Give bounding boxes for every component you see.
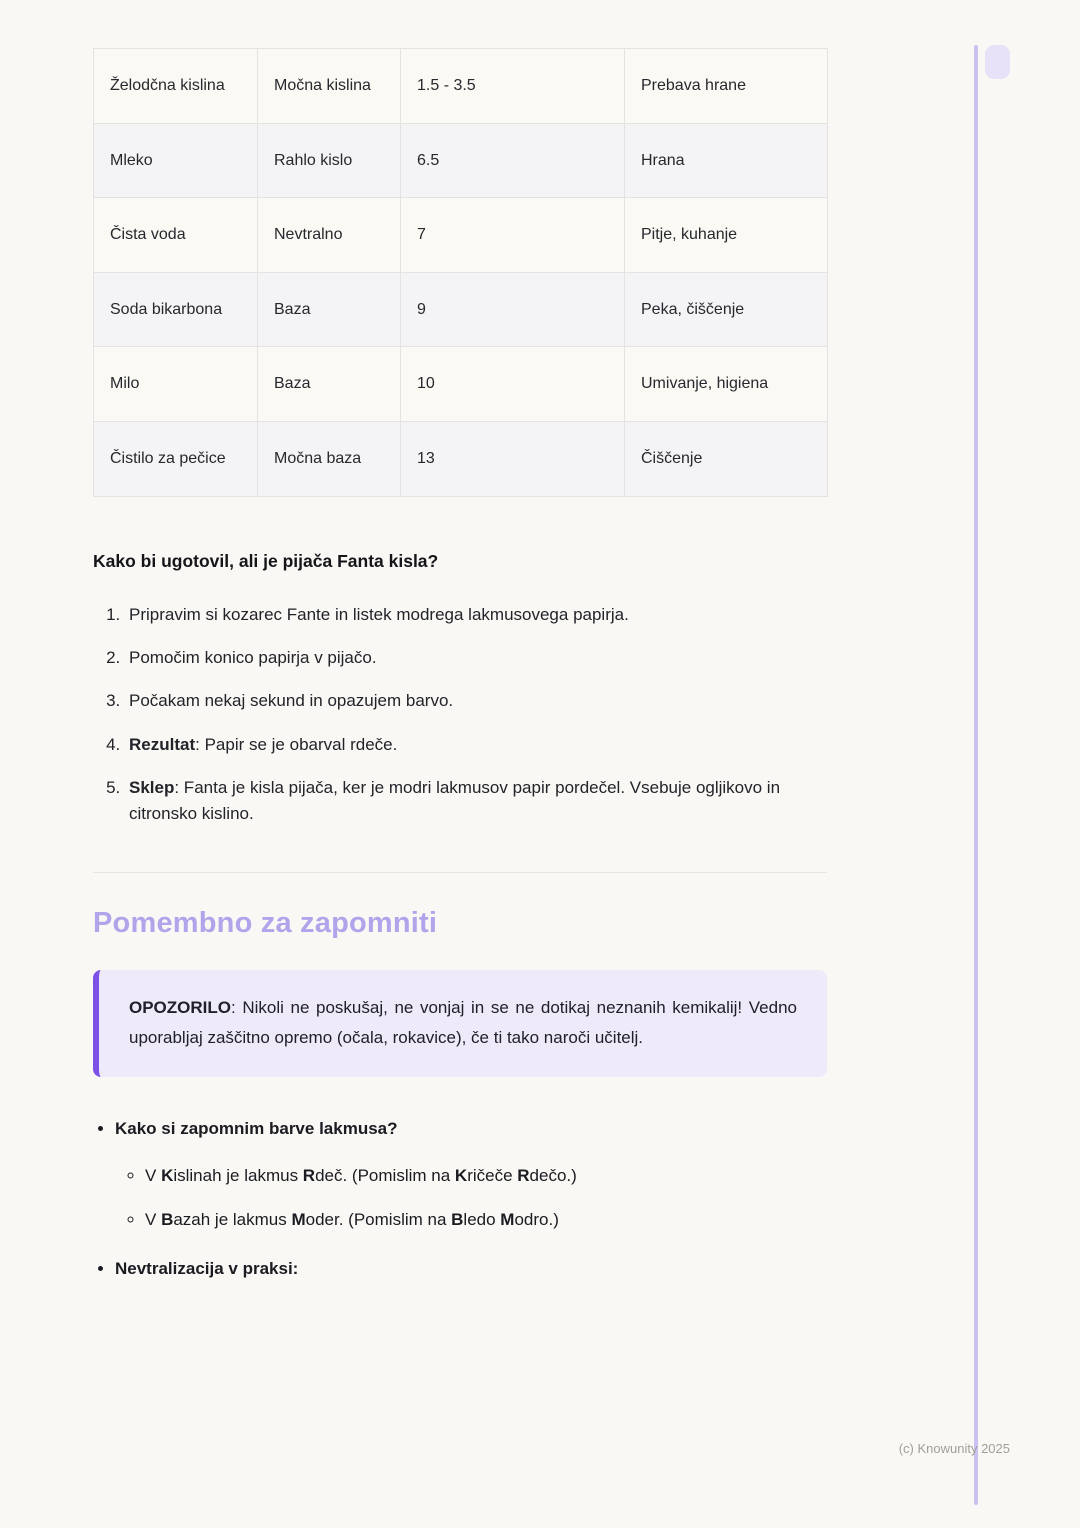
text-segment: azah je lakmus — [173, 1210, 292, 1230]
text-segment: dečo.) — [529, 1165, 577, 1185]
table-row — [94, 421, 828, 496]
text-segment: V — [145, 1165, 162, 1185]
bold-segment: M — [500, 1210, 515, 1230]
section-heading: Pomembno za zapomniti — [93, 906, 438, 939]
note-title: Nevtralizacija v praksi: — [115, 1258, 299, 1278]
step-text: Počakam nekaj sekund in opazujem barvo. — [129, 691, 454, 711]
callout-body: : Nikoli ne poskušaj, ne vonjaj in se ne dotikaj neznanih kemikalij! Vedno uporabljaj zaščitno opremo (očala, rokavice), če ti tako naroči učitelj. — [129, 997, 797, 1048]
mnemonic-list — [115, 1163, 827, 1233]
text-segment: oder. (Pomislim na — [305, 1210, 452, 1230]
cell-substance: Čista voda — [94, 198, 258, 273]
bold-segment: B — [161, 1210, 174, 1230]
text-segment: odro.) — [514, 1210, 559, 1230]
cell-substance: Čistilo za pečice — [94, 421, 258, 496]
bold-segment: M — [291, 1210, 306, 1230]
step-text: Pripravim si kozarec Fante in listek modrega lakmusovega papirja. — [129, 604, 629, 624]
text-segment: ričeče — [467, 1165, 518, 1185]
question-heading: Kako bi ugotovil, ali je pijača Fanta kisla? — [93, 550, 439, 571]
list-item — [115, 1119, 827, 1233]
note-title: Kako si zapomnim barve lakmusa? — [115, 1118, 398, 1138]
cell-substance: Mleko — [94, 123, 258, 198]
list-item — [115, 1259, 827, 1279]
step-text: : Papir se je obarval rdeče. — [195, 734, 398, 754]
cell-ph: 1.5 - 3.5 — [401, 49, 625, 124]
page-edge-divider — [974, 45, 978, 1505]
cell-nature: Baza — [258, 347, 401, 422]
bold-segment: K — [161, 1165, 174, 1185]
table-row — [94, 272, 828, 347]
table-row — [94, 347, 828, 422]
scrollbar-thumb[interactable] — [985, 45, 1010, 79]
bold-segment: R — [517, 1165, 530, 1185]
list-item — [125, 645, 827, 671]
cell-substance: Milo — [94, 347, 258, 422]
callout-label: OPOZORILO — [129, 997, 231, 1017]
cell-nature: Nevtralno — [258, 198, 401, 273]
callout-text — [129, 993, 797, 1054]
cell-ph: 7 — [401, 198, 625, 273]
cell-substance: Soda bikarbona — [94, 272, 258, 347]
step-text: : Fanta je kisla pijača, ker je modri lakmusov papir pordečel. Vsebuje ogljikovo in citronsko kislino. — [129, 777, 781, 824]
section-divider — [93, 872, 827, 873]
cell-nature: Baza — [258, 272, 401, 347]
list-item — [125, 775, 827, 828]
step-text: Pomočim konico papirja v pijačo. — [129, 647, 377, 667]
cell-substance: Želodčna kislina — [94, 49, 258, 124]
notes-list — [93, 1119, 827, 1279]
cell-ph: 6.5 — [401, 123, 625, 198]
cell-use: Prebava hrane — [625, 49, 828, 124]
cell-ph: 10 — [401, 347, 625, 422]
cell-use: Hrana — [625, 123, 828, 198]
table-row — [94, 198, 828, 273]
table-row — [94, 49, 828, 124]
cell-use: Umivanje, higiena — [625, 347, 828, 422]
cell-use: Peka, čiščenje — [625, 272, 828, 347]
cell-ph: 9 — [401, 272, 625, 347]
text-segment: ledo — [463, 1210, 501, 1230]
list-item — [125, 602, 827, 628]
cell-nature: Močna baza — [258, 421, 401, 496]
table-row — [94, 123, 828, 198]
bold-segment: K — [454, 1165, 468, 1185]
cell-nature: Močna kislina — [258, 49, 401, 124]
text-segment: V — [145, 1210, 162, 1230]
ph-substances-table — [93, 48, 828, 497]
cell-ph: 13 — [401, 421, 625, 496]
step-label: Sklep — [129, 777, 175, 797]
list-item — [145, 1163, 827, 1189]
list-item — [125, 688, 827, 714]
bold-segment: B — [451, 1210, 464, 1230]
cell-use: Pitje, kuhanje — [625, 198, 828, 273]
warning-callout — [93, 970, 827, 1077]
text-segment: deč. (Pomislim na — [315, 1165, 455, 1185]
copyright-footer: (c) Knowunity 2025 — [898, 1441, 1010, 1456]
bold-segment: R — [302, 1165, 316, 1185]
list-item — [145, 1207, 827, 1233]
steps-list — [93, 602, 827, 828]
cell-nature: Rahlo kislo — [258, 123, 401, 198]
document-content — [93, 48, 827, 1305]
list-item — [125, 732, 827, 758]
cell-use: Čiščenje — [625, 421, 828, 496]
step-label: Rezultat — [129, 734, 196, 754]
text-segment: islinah je lakmus — [173, 1165, 303, 1185]
